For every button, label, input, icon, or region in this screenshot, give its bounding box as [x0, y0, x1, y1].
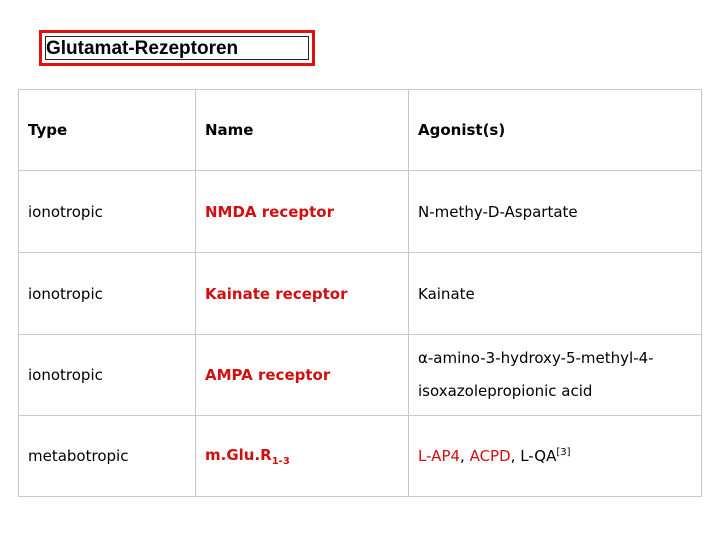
cell-type: ionotropic: [19, 335, 196, 416]
cell-type: metabotropic: [19, 416, 196, 497]
cell-name-link[interactable]: [196, 416, 409, 497]
separator: ,: [460, 447, 470, 465]
agonist-link-lap4[interactable]: L-AP4: [418, 447, 461, 465]
cell-agonist: N-methy-D-Aspartate: [409, 171, 702, 253]
receptor-table: [18, 89, 702, 497]
page-title: Glutamat-Rezeptoren: [46, 38, 239, 59]
table-row: [19, 253, 702, 335]
name-base: m.Glu.R: [205, 445, 272, 464]
agonist-line-2: isoxazolepropionic acid: [418, 382, 593, 400]
cell-agonist: [409, 416, 702, 497]
reference-marker[interactable]: [3]: [556, 447, 571, 458]
cell-name-link[interactable]: AMPA receptor: [196, 335, 409, 416]
header-agonists: Agonist(s): [409, 90, 702, 171]
header-type: Type: [19, 90, 196, 171]
table-row: [19, 171, 702, 253]
table-header-row: [19, 90, 702, 171]
agonist-link-acpd[interactable]: ACPD: [469, 447, 511, 465]
table-row: [19, 335, 702, 416]
cell-type: ionotropic: [19, 253, 196, 335]
header-name: Name: [196, 90, 409, 171]
cell-agonist: [409, 335, 702, 416]
cell-name-link[interactable]: Kainate receptor: [196, 253, 409, 335]
name-subscript: 1-3: [271, 455, 290, 467]
cell-type: ionotropic: [19, 171, 196, 253]
cell-name-link[interactable]: NMDA receptor: [196, 171, 409, 253]
agonist-lqa: L-QA: [520, 447, 557, 465]
separator: ,: [510, 447, 521, 465]
agonist-line-1: α-amino-3-hydroxy-5-methyl-4-: [418, 349, 654, 367]
table-row: [19, 416, 702, 497]
cell-agonist: Kainate: [409, 253, 702, 335]
